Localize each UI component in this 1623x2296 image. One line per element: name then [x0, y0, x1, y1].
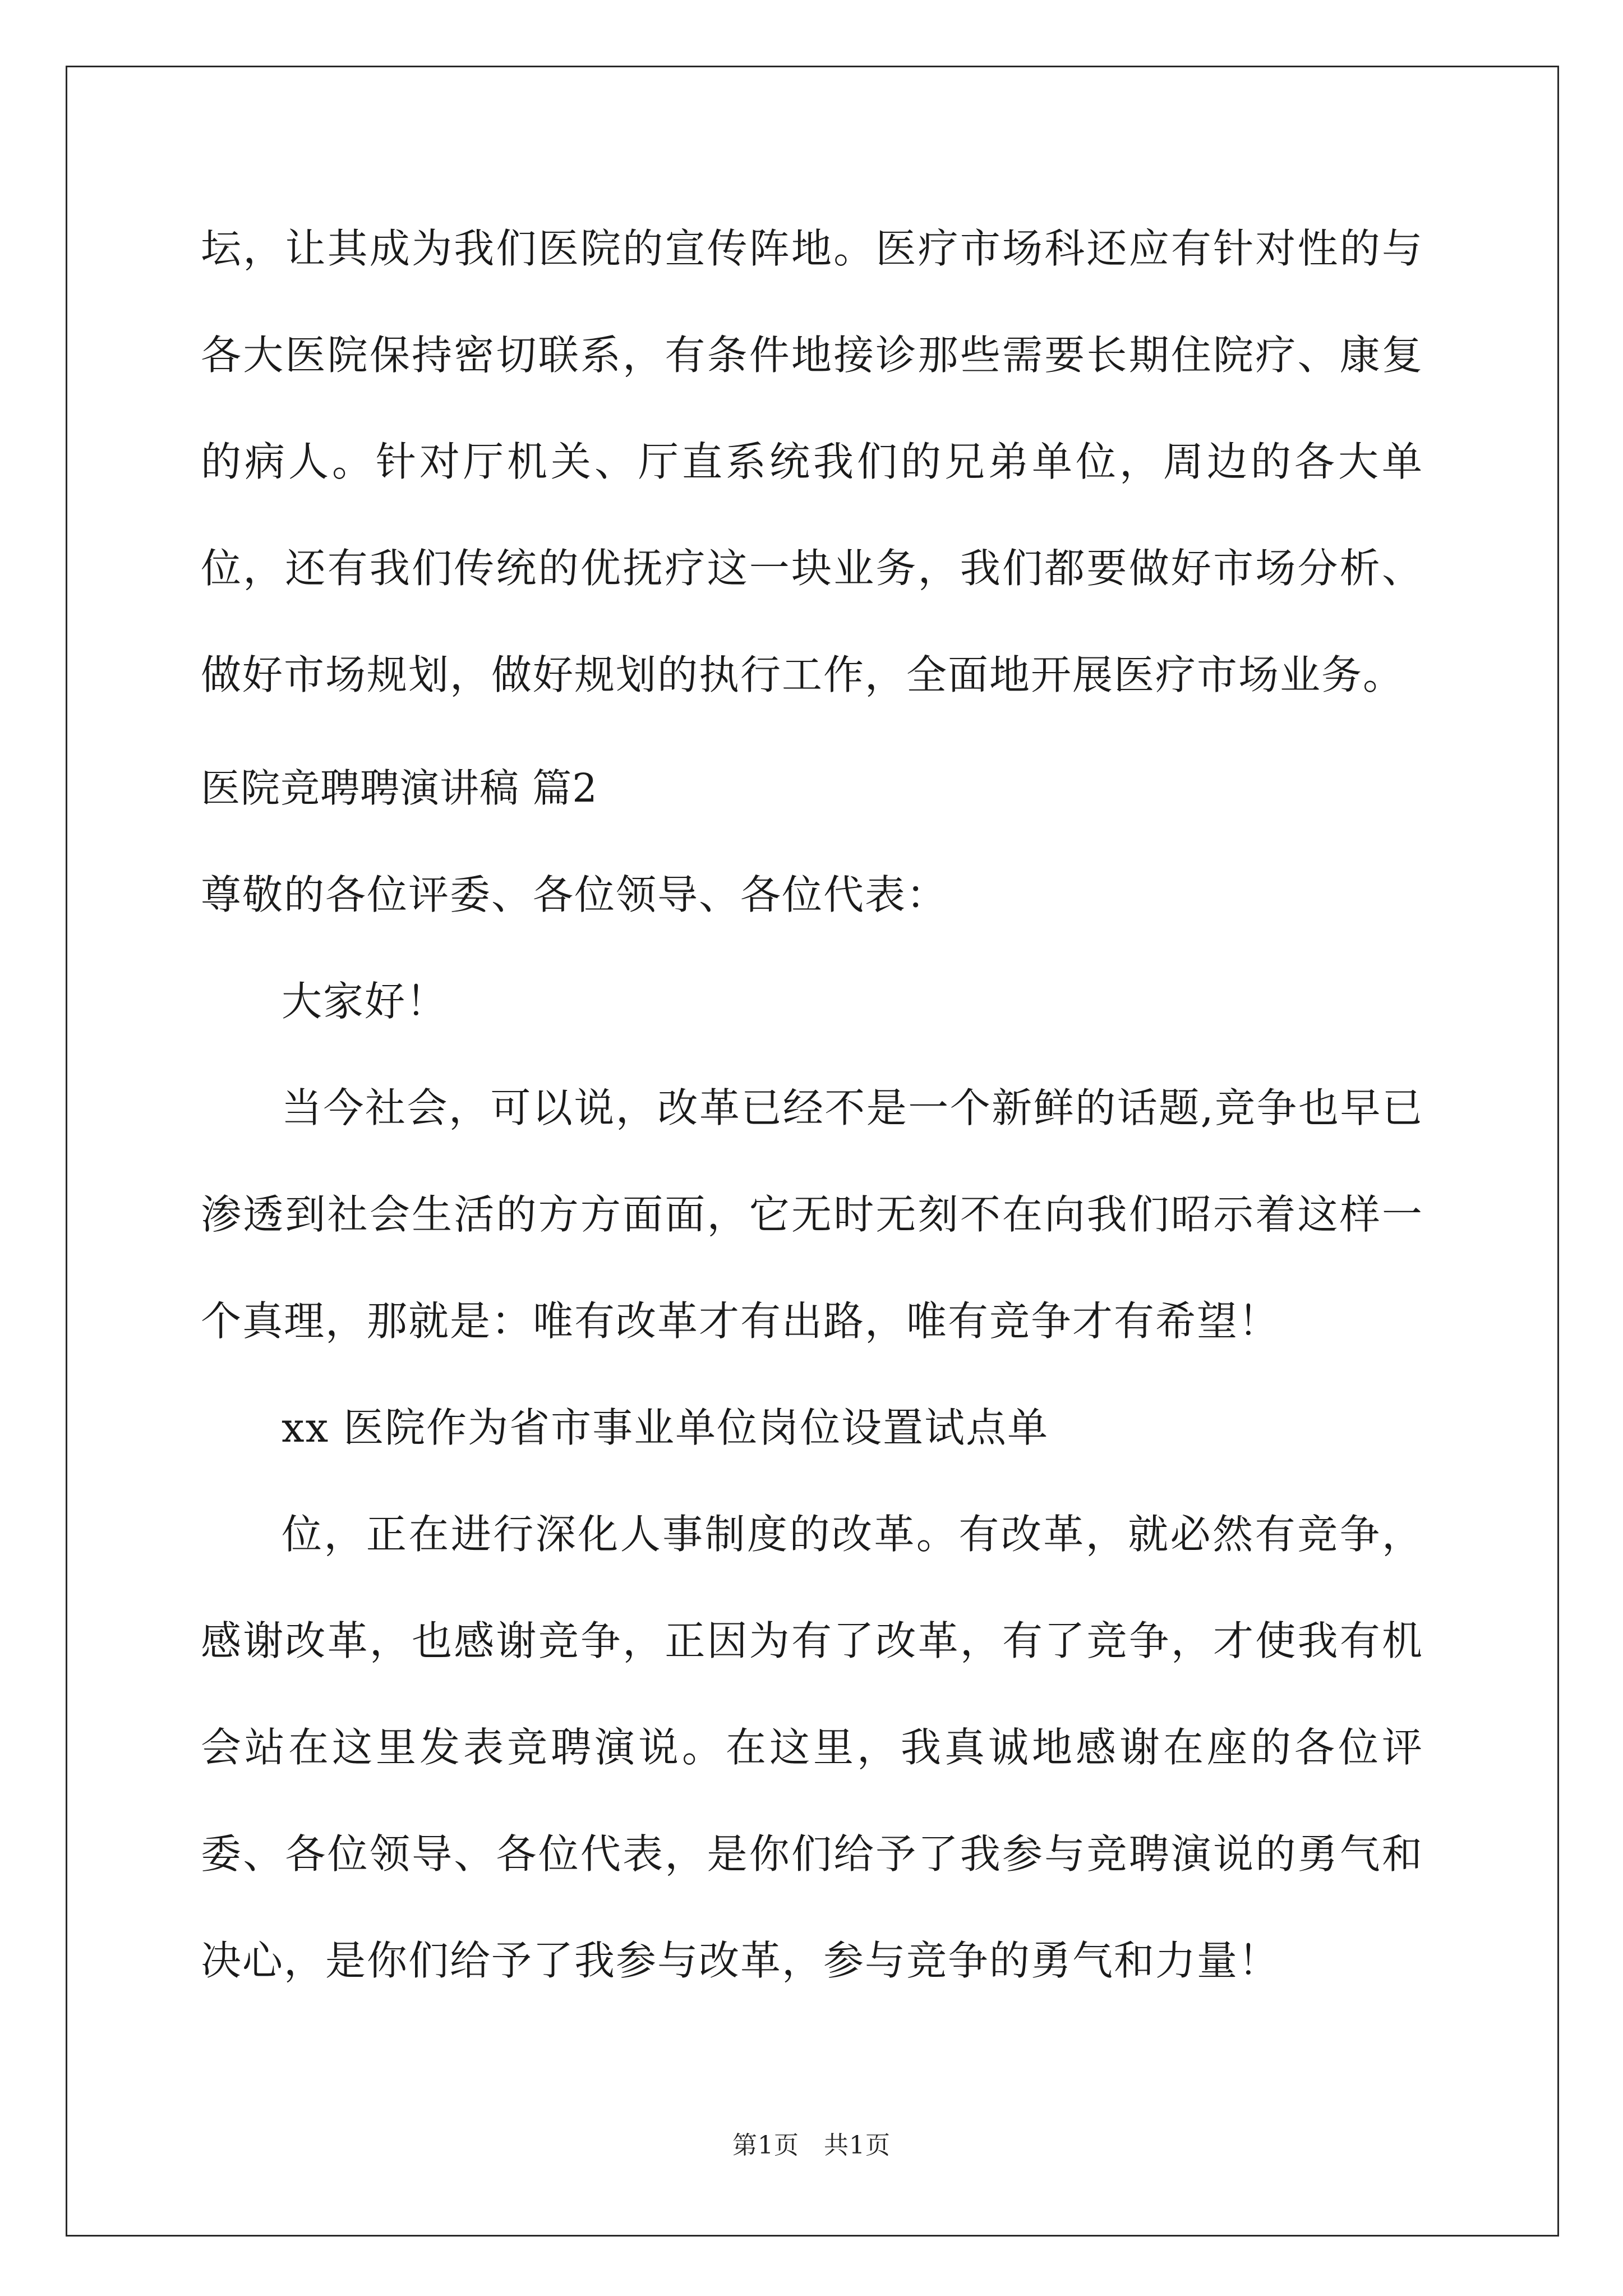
paragraph-thanks: 位，正在进行深化人事制度的改革。有改革，就必然有竞争，感谢改革，也感谢竞争，正因为有了改革，有了竞争，才使我有机会站在这里发表竞聘演说。在这里，我真诚地感谢在座的各位评委、各位领导、各位代表，是你们给予了我参与竞聘演说的勇气和决心，是你们给予了我参与改革，参与竞争的勇气和力量！	[201, 1511, 1423, 1984]
salutation: 尊敬的各位评委、各位领导、各位代表：	[201, 871, 948, 918]
section-heading: 医院竞聘聘演讲稿 篇2	[201, 765, 598, 811]
paragraph-continued: 坛，让其成为我们医院的宣传阵地。医疗市场科还应有针对性的与各大医院保持密切联系，有条件地接诊那些需要长期住院疗、康复的病人。针对厅机关、厅直系统我们的兄弟单位，周边的各大单位，还有我们传统的优抚疗这一块业务，我们都要做好市场分析、做好市场规划，做好规划的执行工作，全面地开展医疗市场业务。	[201, 225, 1423, 698]
paragraph-reform: 当今社会，可以说，改革已经不是一个新鲜的话题,竞争也早已渗透到社会生活的方方面面，它无时无刻不在向我们昭示着这样一个真理，那就是：唯有改革才有出路，唯有竞争才有希望！	[201, 1084, 1423, 1345]
total-pages: 共1页	[824, 2131, 891, 2160]
page-footer	[0, 2129, 1623, 2162]
greeting: 大家好！	[282, 978, 448, 1025]
paragraph-hospital-pilot: xx 医院作为省市事业单位岗位设置试点单	[282, 1404, 1049, 1451]
page-number: 第1页	[732, 2131, 799, 2160]
